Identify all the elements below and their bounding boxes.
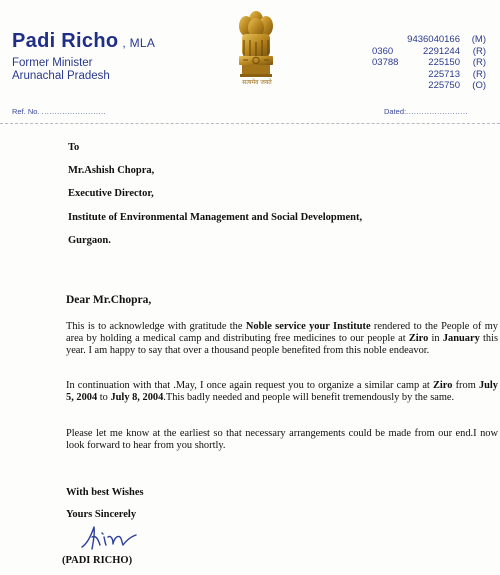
- sender-state: Arunachal Pradesh: [12, 70, 110, 82]
- p1-text: This is to acknowledge with gratitude the: [66, 321, 246, 332]
- closing-wishes: With best Wishes: [66, 487, 144, 498]
- recipient-organization: Institute of Environmental Management and Social Development,: [68, 212, 363, 223]
- address-to: To: [68, 142, 80, 153]
- sender-title: , MLA: [122, 36, 156, 50]
- letterhead-divider: [0, 123, 500, 124]
- p2-bold: July 5, 2004: [66, 380, 498, 403]
- p2-bold: July 8, 2004: [110, 391, 164, 403]
- p2-bold: Ziro: [432, 380, 453, 391]
- phone-row: [372, 34, 486, 46]
- phone-type: (R): [472, 68, 486, 80]
- phone-number: 225750: [428, 80, 460, 91]
- phone-row: [372, 46, 486, 58]
- p2-text: In continuation with that .May, I once again request you to organize a similar camp at: [66, 380, 433, 391]
- closing-sincerely: Yours Sincerely: [66, 509, 137, 520]
- phone-row: [372, 80, 486, 92]
- national-emblem-icon: [236, 6, 276, 86]
- signatory-name: (PADI RICHO): [62, 555, 133, 566]
- handwritten-signature: [78, 523, 142, 553]
- ref-number: [12, 107, 106, 116]
- p1-bold: January: [442, 332, 480, 344]
- phone-row: [372, 57, 486, 69]
- phone-code: 03788: [372, 57, 399, 68]
- phone-type: (O): [472, 80, 486, 91]
- phone-type: (M): [471, 34, 486, 45]
- paragraph-2: [66, 380, 498, 404]
- p1-bold: Ziro: [408, 332, 429, 344]
- sender-designation: Former Minister: [12, 57, 93, 69]
- p1-text: this year. I am happy to say that over a thousand people benefited from this noble endeavor.: [66, 332, 498, 356]
- phone-number: 9436040166: [407, 34, 460, 45]
- dated-label: Dated:: [384, 107, 407, 116]
- dated-dots: ........................: [406, 107, 469, 116]
- recipient-position: Executive Director,: [68, 188, 154, 199]
- phone-number: 2291244: [423, 45, 460, 57]
- phone-row: [372, 69, 486, 81]
- phone-number: 225150: [428, 57, 460, 68]
- phone-code: 0360: [372, 45, 394, 57]
- ref-label: Ref. No.: [12, 107, 40, 116]
- p2-text: from: [452, 380, 479, 391]
- phone-list: [372, 34, 486, 92]
- p1-text: rendered to the People of my area by holding a medical camp and distributing free medicines to our people at: [66, 321, 498, 344]
- p2-text: to: [97, 391, 111, 403]
- phone-type: (R): [472, 45, 486, 57]
- p1-bold: Noble service your Institute: [245, 321, 371, 332]
- emblem-motto: सत्यमेव जयते: [242, 79, 272, 86]
- ref-dots: .........................: [41, 107, 107, 116]
- recipient-city: Gurgaon.: [68, 235, 111, 246]
- sender-name: [12, 30, 155, 53]
- sender-name-text: Padi Richo: [12, 30, 119, 52]
- dated: [384, 107, 468, 116]
- paragraph-3: Please let me know at the earliest so that necessary arrangements could be made from our end.I now look forward to hear from you shortly.: [66, 428, 498, 451]
- p2-text: .This badly needed and people will benefit tremendously by the same.: [163, 391, 455, 403]
- p1-text: in: [428, 332, 443, 344]
- phone-number: 225713: [428, 68, 460, 80]
- salutation: Dear Mr.Chopra,: [66, 294, 152, 306]
- recipient-name: Mr.Ashish Chopra,: [68, 165, 155, 176]
- phone-type: (R): [472, 57, 486, 68]
- paragraph-1: [66, 321, 498, 356]
